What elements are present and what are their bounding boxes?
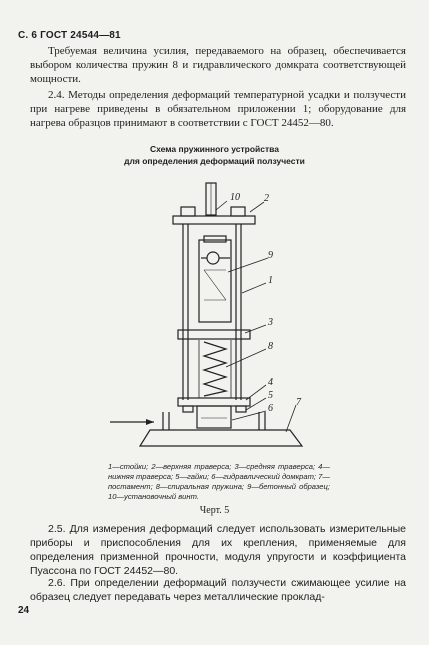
top-nut-right [231,207,245,216]
pedestal [140,430,302,446]
middle-traverse [178,330,250,339]
label-5: 5 [268,390,273,401]
figure-title-line1: Схема пружинного устройства [149,144,280,154]
label-8: 8 [268,341,273,352]
paragraph-2-5: 2.5. Для измерения деформаций следует использовать измерительные приборы и приспособления для их крепления, применяемые для определения призменной прочности, модуля упругости и коэффициента Пуассона по ГОСТ 24452—80. [30,523,406,577]
label-7: 7 [296,397,301,408]
page-number: 24 [18,605,30,616]
paragraph-2-6: 2.6. При определении деформаций ползучести сжимающее усилие на образец следует передавать через металлические проклад- [30,577,406,603]
top-nut-left [181,207,195,216]
lower-nut-right [236,406,246,412]
label-10: 10 [230,192,240,203]
figure-number: Черт. 5 [199,505,230,516]
figure-title-line2: для определения деформаций ползучести [124,156,305,166]
label-4: 4 [268,377,273,388]
lower-nut-left [183,406,193,412]
top-traverse [173,216,255,224]
label-2: 2 [264,193,269,204]
paragraph-2-4: 2.4. Методы определения деформаций температурной усадки и ползучести при нагреве приведены в обязательном приложении 1; оборудование для нагрева образцов принимают в соответствии с ГОСТ 24452—80. [30,89,406,129]
spring-device-diagram [0,170,429,460]
figure-caption: 1—стойки; 2—верхняя траверса; 3—средняя траверса; 4—нижняя траверса; 5—гайки; 6—гидравлический домкрат; 7—постамент; 8—спиральная пружина; 9—бетонный образец; 10—установочный винт. [108,462,330,501]
label-6: 6 [268,403,273,414]
label-1: 1 [268,275,273,286]
spiral-spring [204,342,226,396]
hydraulic-jack [197,406,231,428]
label-3: 3 [268,317,273,328]
page-header: С. 6 ГОСТ 24544—81 [18,30,121,41]
lower-traverse [178,398,250,406]
label-9: 9 [268,250,273,261]
paragraph-required-force: Требуемая величина усилия, передаваемого на образец, обеспечивается выбором количества пружин 8 и гидравлического домкрата соответствующей мощности. [30,45,406,85]
